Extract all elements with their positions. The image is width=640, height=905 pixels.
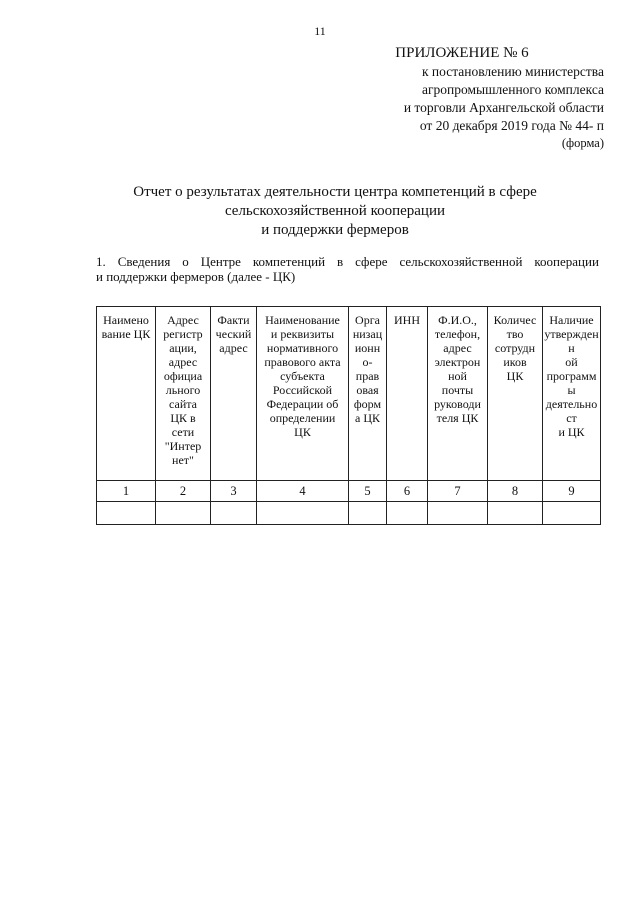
- section-1-heading: [96, 254, 599, 284]
- table-cell: [387, 502, 428, 525]
- appendix-line: и торговли Архангельской области: [403, 100, 604, 115]
- column-header-line: и ЦК: [558, 425, 585, 439]
- column-header-line: ЦК: [294, 425, 311, 439]
- column-header-line: Наимено: [103, 313, 149, 327]
- column-header-line: вание ЦК: [101, 327, 151, 341]
- column-header-line: официа: [163, 369, 203, 383]
- document-title-line: сельскохозяйственной кооперации: [224, 203, 446, 219]
- table-cell: [97, 502, 156, 525]
- column-header: [156, 307, 211, 481]
- column-header: [543, 307, 601, 481]
- column-header-line: Ф.И.О.,: [438, 313, 477, 327]
- column-header-line: тво: [506, 327, 524, 341]
- section-1-word: в: [337, 254, 344, 269]
- table-cell: [488, 502, 543, 525]
- column-header: [257, 307, 349, 481]
- column-header-line: Адрес: [167, 313, 199, 327]
- column-header-line: Наименование: [265, 313, 340, 327]
- document-title-line: Отчет о результатах деятельности центра компетенций в сфере: [133, 184, 537, 200]
- column-header-line: ной: [448, 369, 467, 383]
- column-header-line: Наличие: [549, 313, 594, 327]
- section-1-word: о: [182, 254, 189, 269]
- document-title-line: и поддержки фермеров: [261, 222, 409, 238]
- page-number: 11: [314, 24, 326, 38]
- column-header-line: Российской: [272, 383, 333, 397]
- column-header: [488, 307, 543, 481]
- column-header-line: ческий: [215, 327, 252, 341]
- section-1-word: 1.: [96, 254, 106, 269]
- report-table: [96, 306, 601, 525]
- section-1-word: кооперации: [534, 254, 599, 269]
- column-header-line: сайта: [169, 397, 197, 411]
- section-1-line-1: [96, 254, 599, 269]
- column-header-line: ой: [565, 355, 578, 369]
- column-number: 6: [387, 481, 428, 502]
- column-header-line: правового акта: [264, 355, 341, 369]
- column-header: [428, 307, 488, 481]
- document-title: [60, 183, 610, 240]
- table-cell: [156, 502, 211, 525]
- table-cell: [211, 502, 257, 525]
- table-row: [97, 502, 601, 525]
- section-1-line-2: и поддержки фермеров (далее - ЦК): [96, 269, 296, 284]
- column-number: 2: [156, 481, 211, 502]
- section-1-word: компетенций: [252, 254, 326, 269]
- column-header-line: Количес: [493, 313, 537, 327]
- column-header: [97, 307, 156, 481]
- column-header-line: овая: [356, 383, 379, 397]
- column-header-line: телефон,: [434, 327, 481, 341]
- appendix-line: к постановлению министерства: [421, 64, 604, 79]
- column-header-line: и реквизиты: [270, 327, 335, 341]
- column-header-line: программы: [546, 369, 597, 397]
- column-header-line: ЦК в: [170, 411, 196, 425]
- section-1-word: сфере: [355, 254, 388, 269]
- column-header-line: сотрудн: [494, 341, 536, 355]
- column-header-line: Факти: [217, 313, 250, 327]
- section-1-word: Центре: [200, 254, 241, 269]
- column-number: 9: [543, 481, 601, 502]
- column-number: 8: [488, 481, 543, 502]
- column-header: [349, 307, 387, 481]
- column-header-line: форм: [353, 397, 382, 411]
- column-header-line: теля ЦК: [436, 411, 479, 425]
- column-header-line: руководи: [434, 397, 481, 411]
- form-note: (форма): [561, 136, 604, 150]
- table-header-row: [97, 307, 601, 481]
- column-header-line: сети: [171, 425, 195, 439]
- column-header-line: Федерации об: [266, 397, 339, 411]
- column-header-line: адрес: [219, 341, 248, 355]
- column-header-line: ИНН: [394, 313, 420, 327]
- column-number: 4: [257, 481, 349, 502]
- column-header-line: прав: [355, 369, 380, 383]
- column-header-line: электрон: [434, 355, 481, 369]
- section-1-word: сельскохозяйственной: [399, 254, 523, 269]
- appendix-title: ПРИЛОЖЕНИЕ № 6: [395, 45, 529, 61]
- table-cell: [349, 502, 387, 525]
- column-header-line: адрес: [443, 341, 472, 355]
- column-header-line: утвержденн: [544, 327, 599, 355]
- column-number: 5: [349, 481, 387, 502]
- column-header-line: Орга: [355, 313, 380, 327]
- column-header-line: ионн: [354, 341, 381, 355]
- appendix-line: агропромышленного комплекса: [422, 82, 604, 97]
- column-header-line: ации,: [169, 341, 197, 355]
- column-header-line: субъекта: [280, 369, 325, 383]
- column-number: 3: [211, 481, 257, 502]
- appendix-block: [320, 44, 604, 152]
- column-number: 1: [97, 481, 156, 502]
- column-header-line: "Интер: [164, 439, 202, 453]
- column-header: [387, 307, 428, 481]
- column-header-line: адрес: [168, 355, 198, 369]
- table-cell: [543, 502, 601, 525]
- column-header-line: иков: [503, 355, 527, 369]
- column-header-line: регистр: [163, 327, 203, 341]
- column-header-line: низац: [352, 327, 383, 341]
- column-header-line: почты: [441, 383, 474, 397]
- column-header-line: о-: [362, 355, 373, 369]
- column-header-line: определении: [269, 411, 336, 425]
- column-header-line: нет": [172, 453, 194, 467]
- column-header-line: нормативного: [266, 341, 339, 355]
- column-number: 7: [428, 481, 488, 502]
- appendix-line: от 20 декабря 2019 года № 44- п: [419, 118, 604, 133]
- table-cell: [257, 502, 349, 525]
- column-header-line: ЦК: [506, 369, 524, 383]
- column-header-line: деятельност: [545, 397, 598, 425]
- column-header-line: а ЦК: [355, 411, 380, 425]
- section-1-word: Сведения: [117, 254, 171, 269]
- column-header: [211, 307, 257, 481]
- table-number-row: [97, 481, 601, 502]
- table-cell: [428, 502, 488, 525]
- column-header-line: льного: [165, 383, 201, 397]
